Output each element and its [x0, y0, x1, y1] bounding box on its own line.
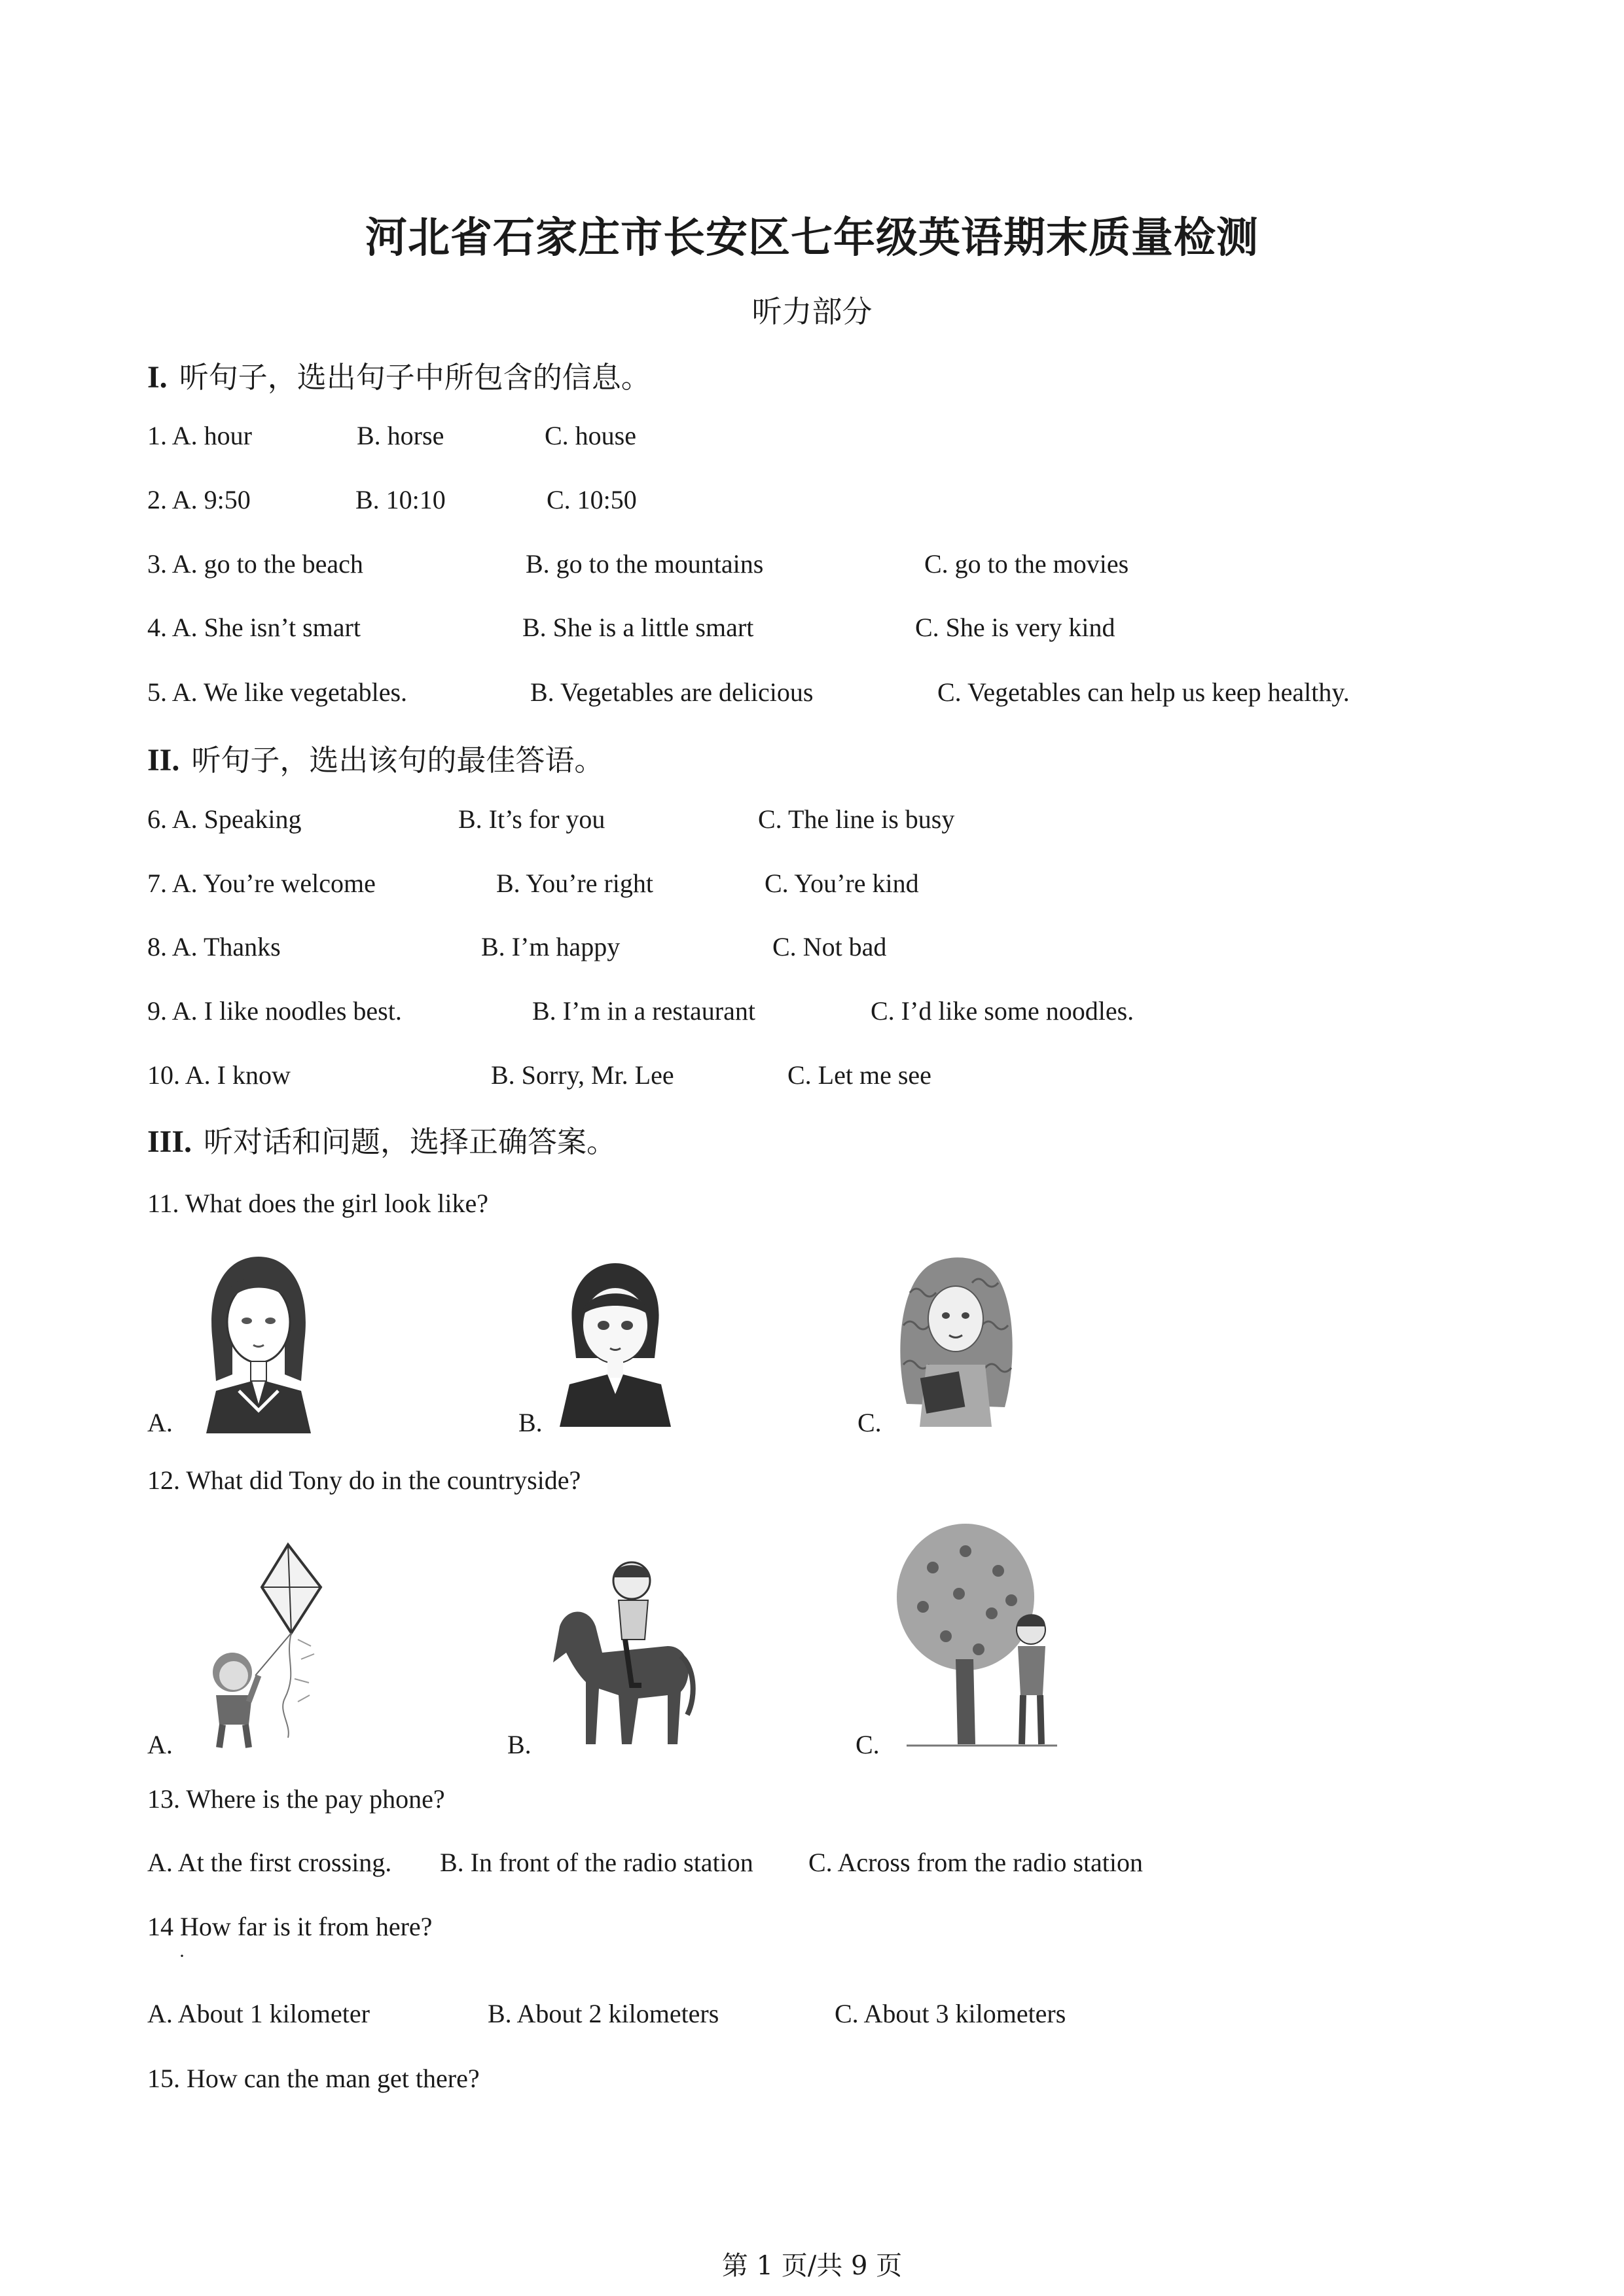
section-instruction: 听句子，选出句子中所包含的信息。 — [179, 360, 651, 395]
q7-option-b: B. You’re right — [496, 869, 654, 898]
q6-option-c: C. The line is busy — [758, 804, 955, 834]
q10-option-b: B. Sorry, Mr. Lee — [491, 1060, 674, 1090]
q11-stem: 11. What does the girl look like? — [147, 1189, 488, 1218]
q3-option-a: 3. A. go to the beach — [147, 549, 363, 579]
q4-option-c: C. She is very kind — [915, 613, 1115, 642]
q12-image-b-riding-horse — [540, 1554, 697, 1751]
q8-option-a: 8. A. Thanks — [147, 932, 281, 961]
q14-option-a: A. About 1 kilometer — [147, 1999, 370, 2028]
q4-option-b: B. She is a little smart — [522, 613, 754, 642]
q11-image-c-curly-hair-girl — [893, 1253, 1018, 1427]
q10-option-c: C. Let me see — [787, 1060, 931, 1090]
q12-image-c-boy-by-tree — [893, 1522, 1070, 1754]
q14-option-b: B. About 2 kilometers — [488, 1999, 719, 2028]
q4-option-a: 4. A. She isn’t smart — [147, 613, 361, 642]
q14-option-c: C. About 3 kilometers — [835, 1999, 1066, 2028]
stray-dot: · — [179, 1945, 185, 1967]
q12-label-c: C. — [856, 1730, 880, 1759]
q1-option-b: B. horse — [357, 421, 444, 450]
q9-option-a: 9. A. I like noodles best. — [147, 996, 402, 1026]
q9-option-b: B. I’m in a restaurant — [532, 996, 755, 1026]
q3-option-b: B. go to the mountains — [526, 549, 764, 579]
section-instruction: 听句子，选出该句的最佳答语。 — [191, 743, 604, 778]
q13-option-c: C. Across from the radio station — [808, 1848, 1144, 1877]
q7-option-a: 7. A. You’re welcome — [147, 869, 376, 898]
q15-stem: 15. How can the man get there? — [147, 2064, 480, 2093]
q11-label-c: C. — [857, 1408, 882, 1437]
q2-option-c: C. 10:50 — [547, 485, 637, 514]
section-number: I. — [147, 360, 168, 395]
section-2-heading — [147, 736, 604, 779]
q13-stem: 13. Where is the pay phone? — [147, 1784, 445, 1814]
q7-option-c: C. You’re kind — [765, 869, 919, 898]
page-subtitle: 听力部分 — [751, 294, 873, 329]
section-number: II. — [147, 743, 180, 778]
q8-option-b: B. I’m happy — [481, 932, 621, 961]
q1-option-a: 1. A. hour — [147, 421, 252, 450]
section-3-heading — [147, 1118, 616, 1160]
q9-option-c: C. I’d like some noodles. — [871, 996, 1134, 1026]
q12-stem: 12. What did Tony do in the countryside? — [147, 1465, 581, 1495]
q3-option-c: C. go to the movies — [924, 549, 1129, 579]
q12-label-b: B. — [507, 1730, 532, 1759]
q6-option-b: B. It’s for you — [458, 804, 605, 834]
q10-option-a: 10. A. I know — [147, 1060, 291, 1090]
q1-option-c: C. house — [545, 421, 636, 450]
q6-option-a: 6. A. Speaking — [147, 804, 302, 834]
q5-option-a: 5. A. We like vegetables. — [147, 677, 408, 707]
q12-label-a: A. — [147, 1730, 173, 1759]
section-1-heading — [147, 353, 651, 396]
q5-option-c: C. Vegetables can help us keep healthy. — [937, 677, 1350, 707]
q13-option-a: A. At the first crossing. — [147, 1848, 392, 1877]
q2-option-b: B. 10:10 — [355, 485, 446, 514]
q5-option-b: B. Vegetables are delicious — [530, 677, 814, 707]
q11-image-a-long-hair-girl — [193, 1250, 324, 1433]
q11-image-b-short-hair-girl — [556, 1260, 674, 1427]
q13-option-b: B. In front of the radio station — [440, 1848, 753, 1877]
page-title: 河北省石家庄市长安区七年级英语期末质量检测 — [365, 214, 1259, 262]
q14-stem: 14 How far is it from here? — [147, 1912, 433, 1941]
q8-option-c: C. Not bad — [772, 932, 887, 961]
section-number: III. — [147, 1124, 192, 1159]
q11-label-b: B. — [518, 1408, 543, 1437]
page-number-footer: 第 1 页/共 9 页 — [721, 2251, 903, 2281]
q2-option-a: 2. A. 9:50 — [147, 485, 251, 514]
section-instruction: 听对话和问题，选择正确答案。 — [204, 1124, 617, 1159]
q11-label-a: A. — [147, 1408, 173, 1437]
q12-image-a-flying-kite — [187, 1541, 357, 1751]
